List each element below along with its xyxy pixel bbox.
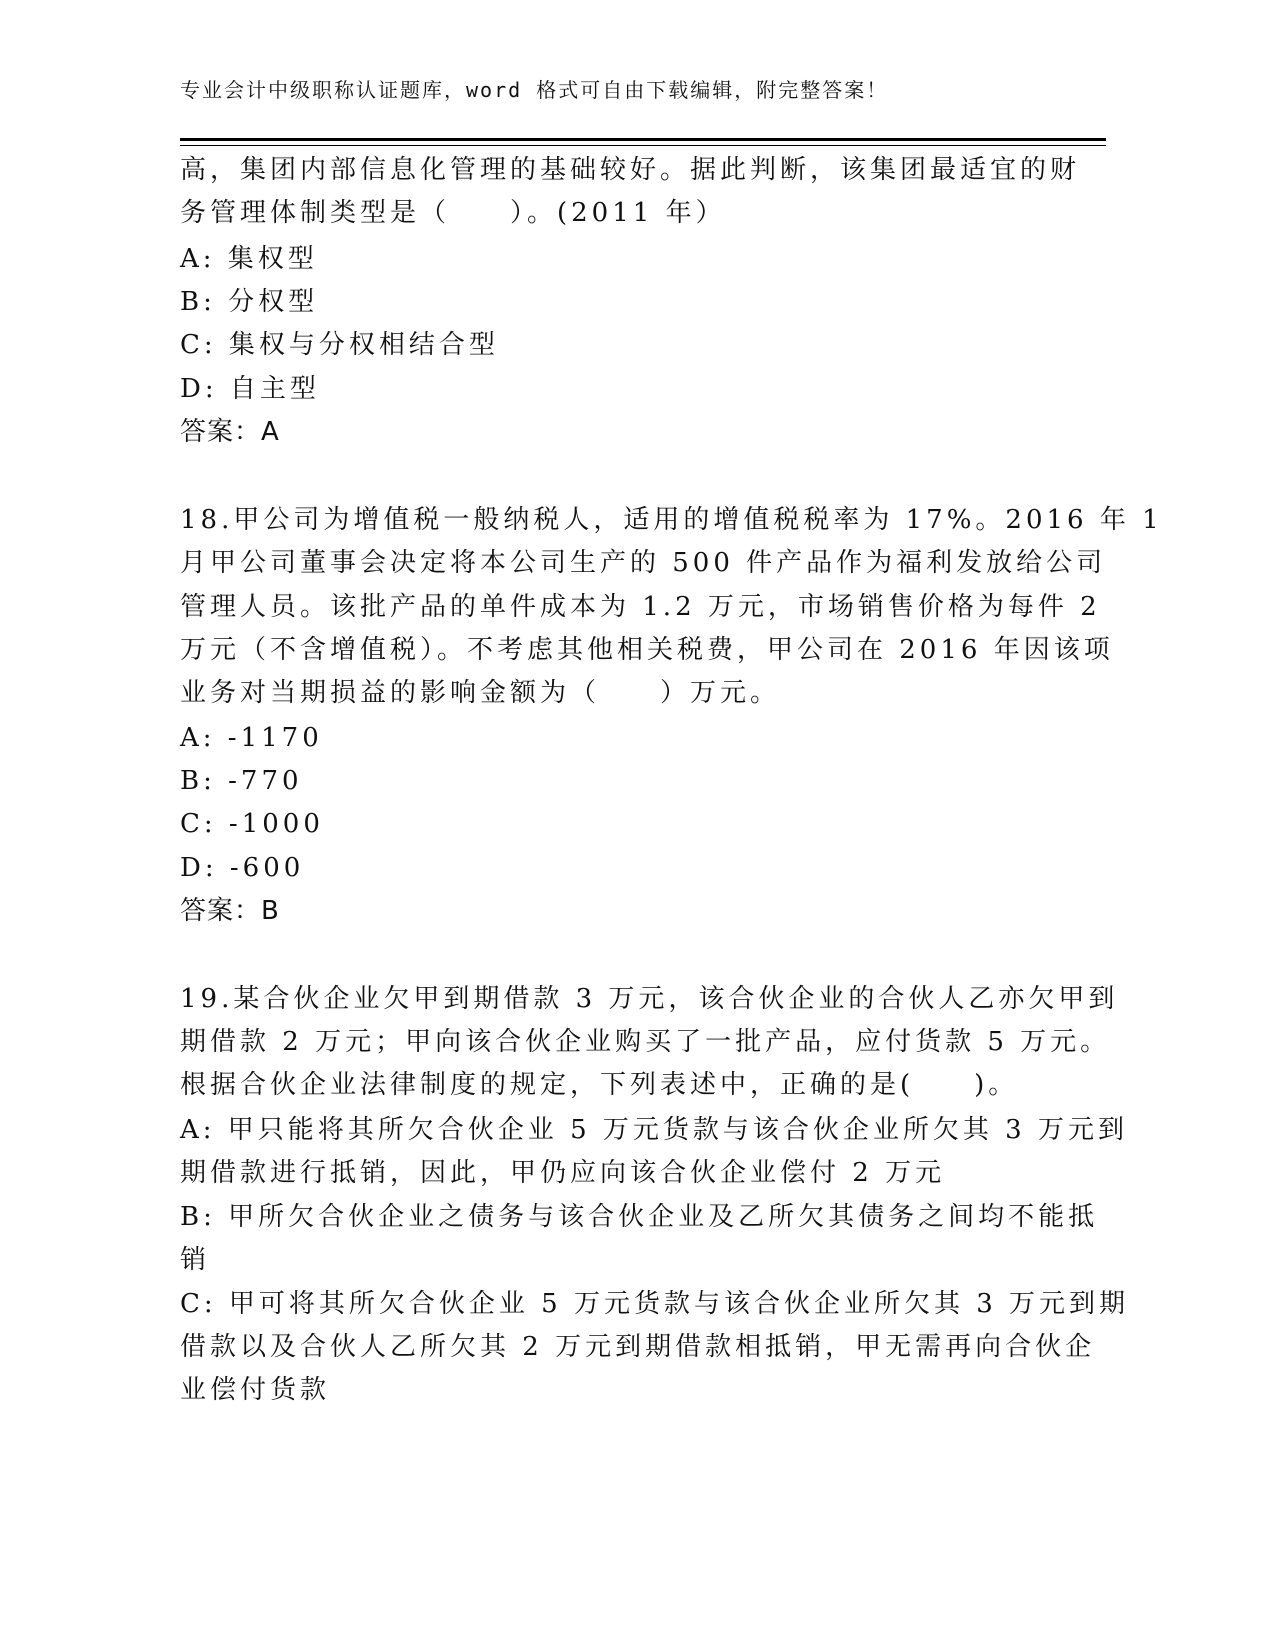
q18-stem-line-1: 18.甲公司为增值税一般纳税人，适用的增值税税率为 17%。2016 年 1 [180, 505, 1163, 535]
q19-option-a-line-1: A: 甲只能将其所欠合伙企业 5 万元货款与该合伙企业所欠其 3 万元到 [180, 1115, 1128, 1145]
q18-answer: 答案：B [180, 896, 280, 926]
q19-stem-line-2: 期借款 2 万元；甲向该合伙企业购买了一批产品，应付货款 5 万元。 [180, 1027, 1111, 1057]
q18-option-b: B: -770 [180, 766, 303, 796]
q17-option-c: C: 集权与分权相结合型 [180, 330, 499, 360]
q18-stem-line-5: 业务对当期损益的影响金额为（ ）万元。 [180, 678, 781, 708]
q19-option-a-line-2: 期借款进行抵销，因此，甲仍应向该合伙企业偿付 2 万元 [180, 1158, 946, 1188]
header-rule-thick [180, 138, 1106, 141]
q17-stem-line-1: 高，集团内部信息化管理的基础较好。据此判断，该集团最适宜的财 [180, 155, 1081, 185]
q18-stem-line-2: 月甲公司董事会决定将本公司生产的 500 件产品作为福利发放给公司 [180, 548, 1107, 578]
q19-option-c-line-2: 借款以及合伙人乙所欠其 2 万元到期借款相抵销，甲无需再向合伙企 [180, 1332, 1096, 1362]
q17-option-d: D: 自主型 [180, 374, 320, 404]
q19-option-c-line-1: C: 甲可将其所欠合伙企业 5 万元货款与该合伙企业所欠其 3 万元到期 [180, 1289, 1130, 1319]
q19-option-b-line-2: 销 [180, 1245, 211, 1275]
q19-stem-line-1: 19.某合伙企业欠甲到期借款 3 万元，该合伙企业的合伙人乙亦欠甲到 [180, 984, 1119, 1014]
q18-stem-line-4: 万元（不含增值税）。不考虑其他相关税费，甲公司在 2016 年因该项 [180, 635, 1114, 665]
q18-option-d: D: -600 [180, 853, 305, 883]
q18-option-c: C: -1000 [180, 809, 324, 839]
q17-option-a: A: 集权型 [180, 244, 318, 274]
q19-option-b-line-1: B: 甲所欠合伙企业之债务与该合伙企业及乙所欠其债务之间均不能抵 [180, 1202, 1099, 1232]
page-header: 专业会计中级职称认证题库，word 格式可自由下载编辑，附完整答案！ [180, 78, 889, 102]
q18-option-a: A: -1170 [180, 723, 323, 753]
q17-answer: 答案：A [180, 417, 280, 447]
q19-option-c-line-3: 业偿付货款 [180, 1375, 331, 1405]
q17-stem-line-2: 务管理体制类型是（ ）。(2011 年） [180, 198, 726, 228]
q18-stem-line-3: 管理人员。该批产品的单件成本为 1.2 万元，市场销售价格为每件 2 [180, 592, 1101, 622]
q17-option-b: B: 分权型 [180, 287, 319, 317]
q19-stem-line-3: 根据合伙企业法律制度的规定，下列表述中，正确的是( )。 [180, 1070, 1019, 1100]
header-rule-thin [180, 145, 1106, 146]
